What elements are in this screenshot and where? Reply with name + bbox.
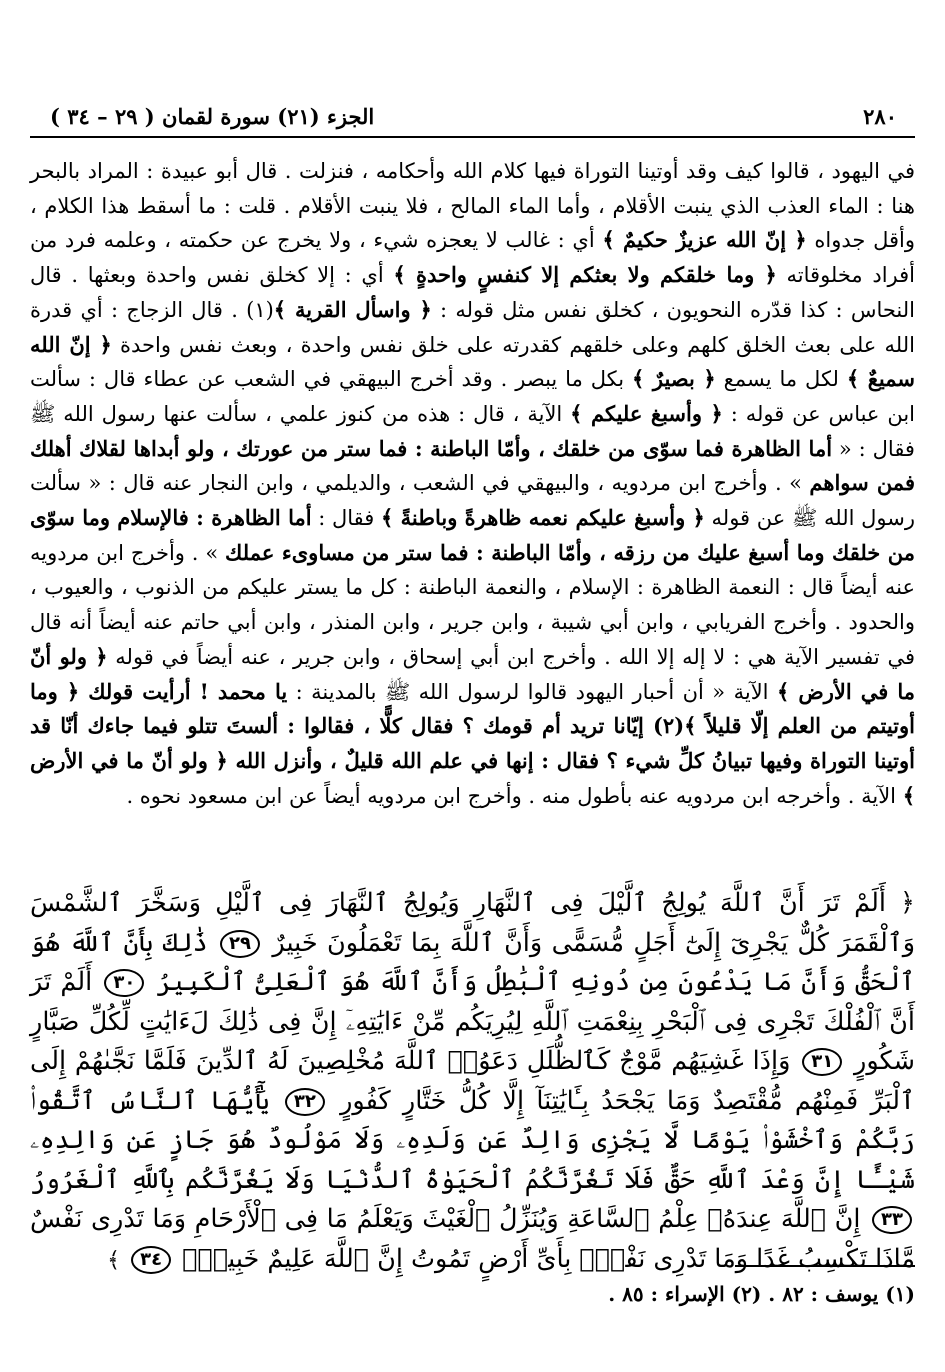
commentary-run: (١) . قال الزجاج : أي قدرة الله على بعث الخلق كلهم وعلى خلقهم كقدرته على خلق نفس واحدة ، وبعث نفس واحدة <box>30 297 915 357</box>
quran-verse: إِنَّ ٱللَّهَ عِندَهُۥ عِلْمُ ٱلسَّاعَةِ وَيُنَزِّلُ ٱلْغَيْثَ وَيَعْلَمُ مَا فِى ٱلْأَرْحَامِ وَمَا تَدْرِى نَفْسٌ مَّاذَا تَكْسِبُ غَدًا وَمَا تَدْرِى نَفْسٌۢ بِأَىِّ أَرْضٍ تَمُوتُ إِنَّ ٱللَّهَ عَلِيمٌ خَبِيرٌۢ <box>30 1204 915 1274</box>
verse-number-marker: ٣٠ <box>104 969 144 997</box>
quoted-text: أما الظاهرة : فالإسلام وما سوّى من خلقك وما أسبغ عليك من رزقه ، وأمّا الباطنة : فما ستر من مساوىء عملك <box>30 505 915 565</box>
quran-paragraph <box>30 884 915 1280</box>
quoted-text: ﴿ وما خلقكم ولا بعثكم إلا كنفسٍ واحدةٍ ﴾ <box>393 262 777 288</box>
verse-number-marker: ٣٤ <box>131 1246 171 1274</box>
quran-verse: وَإِذَا غَشِيَهُم مَّوْجٌ كَٱلظُّلَلِ دَعَوُا۟ ٱللَّهَ مُخْلِصِينَ لَهُ ٱلدِّينَ فَلَمَّا نَجَّىٰهُمْ إِلَى ٱلْبَرِّ فَمِنْهُم مُّقْتَصِدٌ وَمَا يَجْحَدُ بِـَٔايَٰتِنَآ إِلَّا كُلُّ خَتَّارٍ كَفُورٍ <box>30 1046 915 1116</box>
commentary-run: فقال : <box>311 506 382 531</box>
closing-bracket-ornament: ﴾ <box>107 1247 121 1273</box>
commentary-run: » . وأخرج ابن مردويه عنه أيضاً قال : النعمة الظاهرة : الإسلام ، والنعمة الباطنة : كل ما يستر عليكم من الذنوب ، والعيوب ، والحدود . وأخرج الفريابي ، وابن أبي شيبة ، وابن جرير ، وابن المنذر ، وابن أبي حاتم عنه أيضاً أنه قال في تفسير الآية هي : لا إله إلا الله . وأخرج ابن أبي إسحاق ، وابن جرير ، عنه أيضاً في قوله <box>30 540 915 669</box>
commentary-run: بكل ما يبصر . وقد أخرج البيهقي في الشعب عن عطاء قال : سألت ابن عباس عن قوله : <box>30 367 916 426</box>
commentary-text <box>30 154 915 813</box>
quoted-text: يا محمد ! أرأيت قولك ﴿ وما أوتيتم من العلم إلّا قليلاً ﴾(٢) إيّانا تريد أم قومك ؟ فقال كلًّا ، فقالوا : ألستَ تتلو فيما جاءك أنّا قد أوتينا التوراة وفيها تبيانُ كلِّ شيء ؟ فقال : إنها في علم الله قليلٌ ، وأنزل الله ﴿ ولو أنّ ما في الأرض ﴾ <box>30 678 915 808</box>
quoted-text: ﴿ ولو أنّ ما في الأرض ﴾ <box>30 643 915 704</box>
quran-verse: ﴿ أَلَمْ تَرَ أَنَّ ٱللَّهَ يُولِجُ ٱلَّيْلَ فِى ٱلنَّهَارِ وَيُولِجُ ٱلنَّهَارَ فِى ٱلَّيْلِ وَسَخَّرَ ٱلشَّمْسَ وَٱلْقَمَرَ كُلٌّ يَجْرِىٓ إِلَىٰٓ أَجَلٍ مُّسَمًّى وَأَنَّ ٱللَّهَ بِمَا تَعْمَلُونَ خَبِيرٌ <box>30 888 916 958</box>
verse-number-marker: ٣١ <box>802 1048 842 1076</box>
quoted-text: ﴿ إنّ الله عزيزٌ حكيمٌ ﴾ <box>602 227 807 253</box>
commentary-run: الآية . وأخرجه ابن مردويه عنه بأطول منه . وأخرج ابن مردويه أيضاً عن ابن مسعود نحوه . <box>126 783 903 808</box>
commentary-run: » . وأخرج ابن مردويه ، والبيهقي في الشعب ، والديلمي ، وابن النجار عنه قال : « سألت رسول الله ﷺ عن قوله <box>30 471 915 531</box>
commentary-run: لكل ما يسمع <box>715 367 847 392</box>
footnote-divider <box>735 1265 915 1267</box>
page-number: ٢٨٠ <box>863 104 897 129</box>
quran-passage <box>30 884 915 1280</box>
verse-number-marker: ٢٩ <box>220 930 260 958</box>
quoted-text: ﴿ واسأل القرية ﴾ <box>273 296 432 322</box>
quoted-text: ﴿ وأسبغ عليكم نعمه ظاهرةً وباطنةً ﴾ <box>381 505 705 531</box>
quran-verse: ذَٰلِكَ بِأَنَّ ٱللَّهَ هُوَ ٱلْحَقُّ وَأَنَّ مَا يَدْعُونَ مِن دُونِهِ ٱلْبَٰطِلُ وَأَنَّ ٱللَّهَ هُوَ ٱلْعَلِىُّ ٱلْكَبِيرُ <box>30 927 915 997</box>
commentary-run: الآية ، قال : هذه من كنوز علمي ، سألت عنها رسول الله ﷺ فقال : « <box>30 401 915 461</box>
quoted-text: ﴿ بصيرٌ ﴾ <box>632 366 716 392</box>
page-header <box>30 100 915 138</box>
commentary-run: في اليهود ، قالوا كيف وقد أوتينا التوراة فيها كلام الله وأحكامه ، فنزلت . قال أبو عبيدة : المراد بالبحر هنا : الماء العذب الذي ينبت الأقلام ، وأما الماء المالح ، فلا ينبت الأقلام . قلت : ما أسقط هذا الكلام ، وأقل جدواه <box>30 159 915 253</box>
quoted-text: ﴿ وأسبغ عليكم ﴾ <box>570 400 723 426</box>
commentary-run: أي : إلا كخلق نفس واحدة وبعثها . قال النحاس : كذا قدّره النحويون ، كخلق نفس مثل قوله : <box>30 263 915 322</box>
verse-number-marker: ٣٢ <box>285 1088 325 1116</box>
footnotes: (١) يوسف : ٨٢ . (٢) الإسراء : ٨٥ . <box>608 1282 915 1306</box>
commentary-paragraph <box>30 154 915 813</box>
commentary-run: أي : غالب لا يعجزه شيء ، ولا يخرج عن حكمته ، وعلمه فرد من أفراد مخلوقاته <box>30 228 915 288</box>
verse-number-marker: ٣٣ <box>872 1206 912 1234</box>
quoted-text: أما الظاهرة فما سوّى من خلقك ، وأمّا الباطنة : فما ستر من عورتك ، ولو أبداها لقلاك أهلك فمن سواهم <box>30 435 915 496</box>
quran-verse: يَٰٓأَيُّهَا ٱلنَّاسُ ٱتَّقُوا۟ رَبَّكُمْ وَٱخْشَوْا۟ يَوْمًا لَّا يَجْزِى وَالِدٌ عَن وَلَدِهِۦ وَلَا مَوْلُودٌ هُوَ جَازٍ عَن وَالِدِهِۦ شَيْـًٔا إِنَّ وَعْدَ ٱللَّهِ حَقٌّ فَلَا تَغُرَّنَّكُمُ ٱلْحَيَوٰةُ ٱلدُّنْيَا وَلَا يَغُرَّنَّكُم بِٱللَّهِ ٱلْغَرُورُ <box>30 1085 915 1195</box>
commentary-run: الآية « أن أحبار اليهود قالوا لرسول الله ﷺ بالمدينة : <box>287 679 777 704</box>
quran-verse: أَلَمْ تَرَ أَنَّ ٱلْفُلْكَ تَجْرِى فِى ٱلْبَحْرِ بِنِعْمَتِ ٱللَّهِ لِيُرِيَكُم مِّنْ ءَايَٰتِهِۦٓ إِنَّ فِى ذَٰلِكَ لَءَايَٰتٍ لِّكُلِّ صَبَّارٍ شَكُورٍ <box>30 967 915 1076</box>
quoted-text: ﴿ إنّ الله سميعٌ ﴾ <box>30 331 915 392</box>
running-head: الجزء (٢١) سورة لقمان ( ٢٩ – ٣٤ ) <box>50 104 375 129</box>
